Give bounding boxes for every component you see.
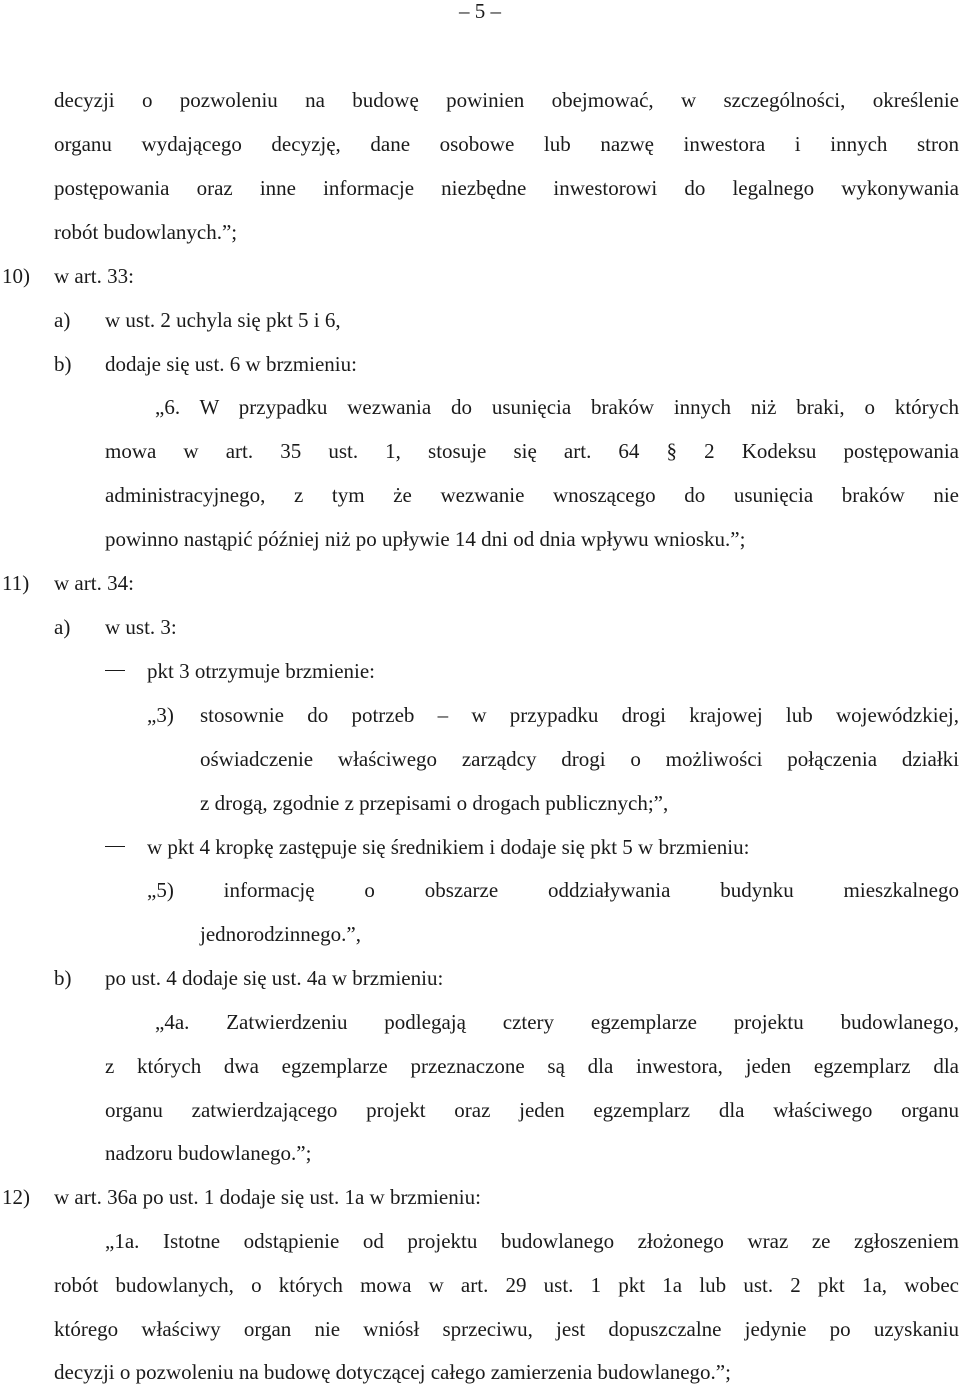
paragraph-line: organu wydającego decyzję, dane osobowe lub nazwę inwestora i innych stron — [54, 132, 959, 156]
dash-item-text: pkt 3 otrzymuje brzmienie: — [147, 659, 376, 683]
quote-number: „3) — [147, 703, 174, 727]
quote-line: z których dwa egzemplarze przeznaczone są dla inwestora, jeden egzemplarz dla — [105, 1054, 959, 1078]
subitem-label: b) — [54, 352, 72, 376]
quote-line: administracyjnego, z tym że wezwanie wnoszącego do usunięcia braków nie — [105, 483, 959, 507]
item-text: w art. 34: — [54, 571, 134, 595]
dash-marker — [105, 670, 125, 671]
subitem-label: a) — [54, 308, 71, 332]
paragraph-line: postępowania oraz inne informacje niezbędne inwestorowi do legalnego wykonywania — [54, 176, 959, 200]
quote-line: którego właściwy organ nie wniósł sprzeciwu, jest dopuszczalne jedynie po uzyskaniu — [54, 1317, 959, 1341]
dash-marker — [105, 846, 125, 847]
subitem-text: dodaje się ust. 6 w brzmieniu: — [105, 352, 357, 376]
subitem-text: w ust. 2 uchyla się pkt 5 i 6, — [105, 308, 341, 332]
subitem-label: a) — [54, 615, 71, 639]
subitem-text: po ust. 4 dodaje się ust. 4a w brzmieniu: — [105, 966, 444, 990]
item-text: w art. 36a po ust. 1 dodaje się ust. 1a w brzmieniu: — [54, 1185, 481, 1209]
quote-line: „4a. Zatwierdzeniu podlegają cztery egzemplarze projektu budowlanego, — [155, 1010, 959, 1034]
quote-line: nadzoru budowlanego.”; — [105, 1141, 312, 1165]
quote-line: oświadczenie właściwego zarządcy drogi o możliwości połączenia działki — [200, 747, 959, 771]
quote-line: „6. W przypadku wezwania do usunięcia braków innych niż braki, o których — [155, 395, 959, 419]
quote-line: stosownie do potrzeb – w przypadku drogi krajowej lub wojewódzkiej, — [200, 703, 959, 727]
quote-line: mowa w art. 35 ust. 1, stosuje się art. 64 § 2 Kodeksu postępowania — [105, 439, 959, 463]
quote-line: robót budowlanych, o których mowa w art. 29 ust. 1 pkt 1a lub ust. 2 pkt 1a, wobec — [54, 1273, 959, 1297]
item-text: w art. 33: — [54, 264, 134, 288]
item-number: 12) — [2, 1185, 30, 1209]
quote-line: „5) informację o obszarze oddziaływania budynku mieszkalnego — [147, 878, 959, 902]
quote-line: organu zatwierdzającego projekt oraz jeden egzemplarz dla właściwego organu — [105, 1098, 959, 1122]
page-number: – 5 – — [459, 0, 501, 23]
subitem-text: w ust. 3: — [105, 615, 177, 639]
quote-line: z drogą, zgodnie z przepisami o drogach publicznych;”, — [200, 791, 669, 815]
dash-item-text: w pkt 4 kropkę zastępuje się średnikiem i dodaje się pkt 5 w brzmieniu: — [147, 835, 750, 859]
subitem-label: b) — [54, 966, 72, 990]
quote-line: jednorodzinnego.”, — [200, 922, 361, 946]
item-number: 10) — [2, 264, 30, 288]
quote-line: decyzji o pozwoleniu na budowę dotyczącej całego zamierzenia budowlanego.”; — [54, 1360, 731, 1384]
paragraph-line: decyzji o pozwoleniu na budowę powinien obejmować, w szczególności, określenie — [54, 88, 959, 112]
quote-line: „1a. Istotne odstąpienie od projektu budowlanego złożonego wraz ze zgłoszeniem — [105, 1229, 959, 1253]
paragraph-line: robót budowlanych.”; — [54, 220, 238, 244]
item-number: 11) — [2, 571, 30, 595]
quote-line: powinno nastąpić później niż po upływie 14 dni od dnia wpływu wniosku.”; — [105, 527, 746, 551]
